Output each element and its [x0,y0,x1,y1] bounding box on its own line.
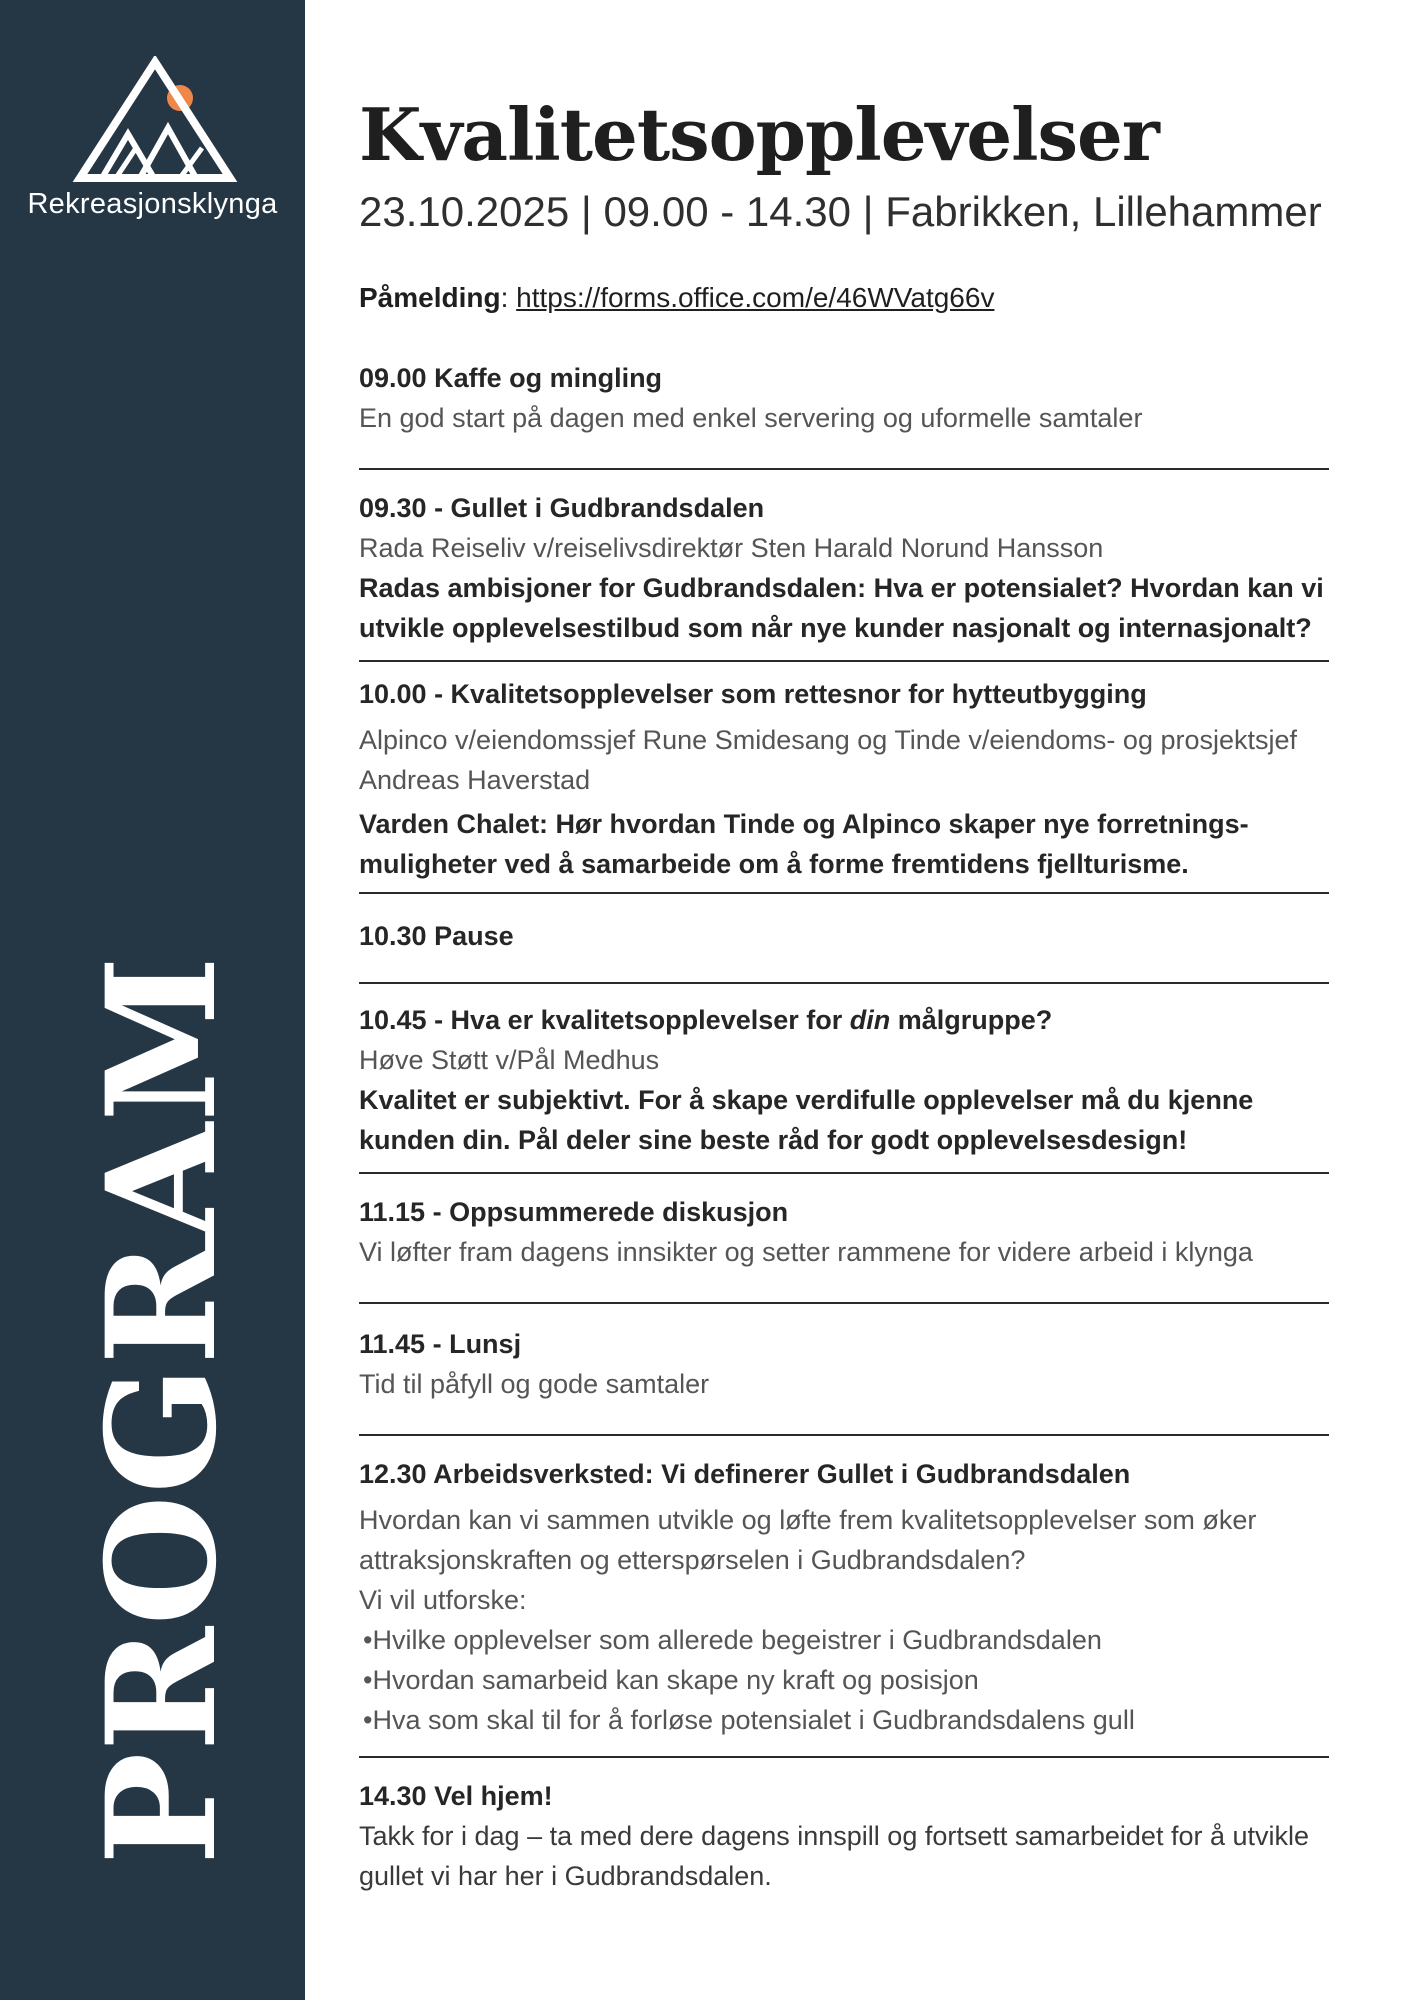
session-lunsj [359,1304,1329,1436]
session-title-part: 10.45 - Hva er kvalitetsopplevelser for [359,1005,850,1035]
page-title: Kvalitetsopplevelser [359,92,1159,177]
session-title: 11.45 - Lunsj [359,1329,522,1359]
session-description: Vi løfter fram dagens innsikter og setter rammene for videre arbeid i klynga [359,1237,1253,1267]
session-title: 09.00 Kaffe og mingling [359,363,663,393]
session-speaker: Andreas Haverstad [359,765,591,795]
session-description: Takk for i dag – ta med dere dagens innspill og fortsett samarbeidet for å utvikle [359,1821,1310,1851]
session-title-part: målgruppe? [890,1005,1053,1035]
list-item: • Hva som skal til for å forløse potensialet i Gudbrandsdalens gull [359,1700,1329,1740]
session-speaker: Rada Reiseliv v/reiselivsdirektør Sten Harald Norund Hansson [359,533,1104,563]
registration: Påmelding: https://forms.office.com/e/46WVatg66v [359,282,995,313]
session-speaker: Alpinco v/eiendomssjef Rune Smidesang og Tinde v/eiendoms- og prosjektsjef [359,725,1298,755]
program-vertical-title: PROGRAM [74,954,250,1866]
session-title: 09.30 - Gullet i Gudbrandsdalen [359,493,765,523]
session-diskusjon [359,1174,1329,1304]
program-list [359,358,1329,1896]
session-title: 10.30 Pause [359,921,514,951]
session-malgruppe [359,984,1329,1174]
session-description: gullet vi har her i Gudbrandsdalen. [359,1861,772,1891]
session-title [359,1000,1329,1040]
session-description: En god start på dagen med enkel servering og uformelle samtaler [359,403,1143,433]
session-abstract-line: Varden Chalet: Hør hvordan Tinde og Alpinco skaper nye forretnings- [359,809,1249,839]
session-speaker: Høve Støtt v/Pål Medhus [359,1045,660,1075]
session-title-emphasis: din [849,1005,891,1035]
session-arbeidsverksted [359,1436,1329,1758]
brand-name: Rekreasjonsklynga [27,188,278,220]
session-vel-hjem [359,1758,1329,1896]
session-hytteutbygging [359,662,1329,894]
session-description: Hvordan kan vi sammen utvikle og løfte frem kvalitetsopplevelser som øker [359,1505,1257,1535]
session-description: Vi vil utforske: [359,1585,527,1615]
session-title: 10.00 - Kvalitetsopplevelser som rettesnor for hytteutbygging [359,679,1147,709]
session-description: attraksjonskraften og etterspørselen i Gudbrandsdalen? [359,1545,1026,1575]
registration-label: Påmelding [359,282,501,313]
list-item: • Hvilke opplevelser som allerede begeistrer i Gudbrandsdalen [359,1620,1329,1660]
sidebar [0,0,305,2000]
session-abstract-line: Kvalitet er subjektivt. For å skape verdifulle opplevelser må du kjenne [359,1085,1254,1115]
mountain-sun-icon [70,56,240,186]
session-abstract-line: utvikle opplevelsestilbud som når nye kunder nasjonalt og internasjonalt? [359,613,1312,643]
main-content [359,90,1329,1896]
list-item: • Hvordan samarbeid kan skape ny kraft og posisjon [359,1660,1329,1700]
session-description: Tid til påfyll og gode samtaler [359,1369,710,1399]
session-title: 11.15 - Oppsummerede diskusjon [359,1197,789,1227]
session-title: 12.30 Arbeidsverksted: Vi definerer Gullet i Gudbrandsdalen [359,1459,1131,1489]
session-abstract-line: Radas ambisjoner for Gudbrandsdalen: Hva er potensialet? Hvordan kan vi [359,573,1324,603]
event-details: 23.10.2025 | 09.00 - 14.30 | Fabrikken, Lillehammer [359,188,1322,235]
registration-link[interactable]: https://forms.office.com/e/46WVatg66v [516,282,995,313]
session-kaffe [359,358,1329,470]
session-pause [359,894,1329,984]
session-title: 14.30 Vel hjem! [359,1781,553,1811]
session-abstract-line: muligheter ved å samarbeide om å forme fremtidens fjellturisme. [359,849,1189,879]
session-gullet [359,470,1329,662]
session-abstract-line: kunden din. Pål deler sine beste råd for godt opplevelsesdesign! [359,1125,1188,1155]
